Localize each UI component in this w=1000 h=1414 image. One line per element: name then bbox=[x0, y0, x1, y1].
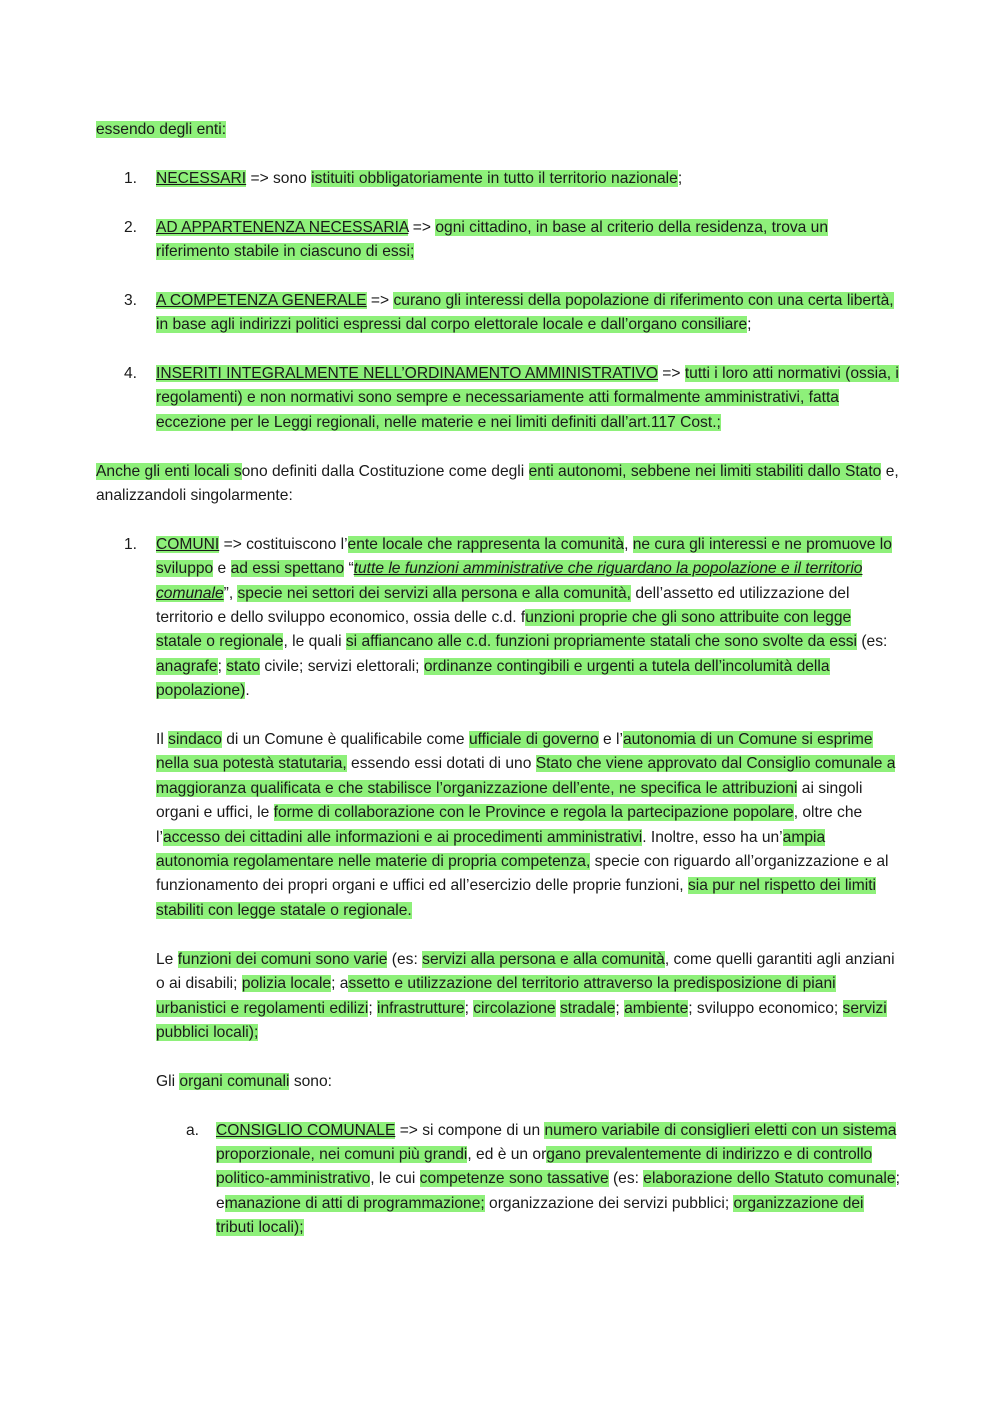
text-run: civile; servizi elettorali; bbox=[260, 657, 424, 675]
quote-highlight: tutte le funzioni amministrative che riguardano la popolazione e il territorio comunale bbox=[156, 560, 863, 602]
highlight: si affiancano alle c.d. funzioni propriamente statali che sono svolte da essi bbox=[345, 633, 858, 651]
highlight: unzioni proprie che gli sono attribuite con legge statale o regionale bbox=[156, 609, 852, 651]
text-run: ; bbox=[368, 999, 378, 1017]
highlight: funzioni dei comuni sono varie bbox=[177, 950, 388, 968]
text-run: ; a bbox=[331, 975, 349, 993]
highlight: Anche gli enti locali s bbox=[96, 462, 242, 480]
enti-locali-paragraph bbox=[96, 460, 900, 509]
text-run: essendo essi dotati di uno bbox=[346, 755, 536, 773]
highlight: gano prevalentemente di indirizzo e di controllo politico-amministrativo bbox=[216, 1145, 873, 1188]
highlight: ad essi spettano bbox=[230, 560, 345, 578]
item-separator: => bbox=[657, 365, 685, 382]
highlight: ne cura gli interessi e ne promuove lo sviluppo bbox=[156, 535, 892, 578]
item-title: AD APPARTENENZA NECESSARIA bbox=[156, 218, 409, 236]
text-run: e l’ bbox=[598, 731, 623, 749]
list-item bbox=[96, 167, 900, 191]
comuni-paragraph-4 bbox=[156, 1070, 900, 1094]
item-text: tutti i loro atti normativi (ossia, i regolamenti) e non normativi sono sempre e necessariamente atti formalmente amministrativi, fatta eccezione per le Leggi regionali, nelle materie e nei limiti definiti dall’art.117 Cost.; bbox=[156, 365, 899, 431]
text-run: e, analizzandoli singolarmente: bbox=[96, 462, 899, 505]
highlight: ampia autonomia regolamentare nelle materie di propria competenza, bbox=[156, 828, 826, 871]
item-title: A COMPETENZA GENERALE bbox=[156, 291, 367, 309]
highlight: Stato che viene approvato dal Consiglio comunale a maggioranza qualificata e che stabilisce l’organizzazione dell’ente, ne specifica le attribuzioni bbox=[156, 755, 896, 797]
text-run: ono definiti dalla Costituzione come degli bbox=[241, 462, 529, 480]
intro-line bbox=[96, 118, 900, 142]
highlight: sindaco bbox=[168, 731, 222, 749]
text-run: (es: bbox=[608, 1170, 644, 1188]
highlight: accesso dei cittadini alle informazioni e ai procedimenti amministrativi bbox=[162, 828, 643, 846]
text-run: dell’assetto ed utilizzazione del territorio e dello sviluppo economico, ossia delle c.d. f bbox=[156, 584, 850, 627]
highlight: sia pur nel rispetto dei limiti stabiliti con legge statale o regionale. bbox=[156, 877, 877, 919]
text-run: , bbox=[624, 535, 633, 553]
item-title: INSERITI INTEGRALMENTE NELL’ORDINAMENTO AMMINISTRATIVO bbox=[156, 365, 658, 382]
item-end: ; bbox=[677, 169, 683, 187]
sub-list-letter: a. bbox=[186, 1121, 200, 1139]
item-text: curano gli interessi della popolazione di riferimento con una certa libertà, in base agli indirizzi politici espressi dal corpo elettorale locale e dall’organo consiliare bbox=[156, 291, 894, 334]
text-run: ; bbox=[615, 999, 625, 1017]
comuni-paragraph-2 bbox=[156, 728, 900, 923]
text-run: ; e bbox=[216, 1170, 900, 1212]
item-separator: => bbox=[366, 291, 394, 309]
list-number: 4. bbox=[124, 365, 138, 382]
list-number: 1. bbox=[124, 169, 138, 187]
item-separator: => bbox=[408, 218, 436, 236]
text-run: ; bbox=[464, 999, 474, 1017]
text-run: (es: bbox=[387, 950, 423, 968]
highlight: ufficiale di governo bbox=[468, 731, 599, 749]
highlight: competenze sono tassative bbox=[419, 1170, 609, 1188]
text-run: ; bbox=[217, 657, 227, 675]
highlight: servizi alla persona e alla comunità bbox=[422, 950, 665, 968]
item-title: CONSIGLIO COMUNALE bbox=[216, 1121, 396, 1139]
text-run: ai singoli organi e uffici, le bbox=[156, 779, 863, 822]
list-item bbox=[96, 362, 900, 435]
comuni-paragraph-1 bbox=[156, 533, 900, 704]
text-run: di un Comune è qualificabile come bbox=[221, 731, 469, 749]
sub-list-item-consiglio bbox=[156, 1119, 900, 1241]
text-run: Il bbox=[156, 731, 169, 749]
text-run: . Inoltre, esso ha un’ bbox=[642, 828, 783, 846]
item-separator: => sono bbox=[246, 169, 312, 187]
highlight: enti autonomi, sebbene nei limiti stabiliti dallo Stato bbox=[528, 462, 882, 480]
text-run: . bbox=[245, 682, 250, 700]
text-run: Le bbox=[156, 950, 178, 968]
highlight: manazione di atti di programmazione; bbox=[224, 1194, 485, 1212]
list-item bbox=[96, 289, 900, 338]
highlight: circolazione bbox=[473, 999, 556, 1017]
list-item bbox=[96, 216, 900, 265]
enti-list bbox=[96, 533, 900, 1241]
highlight: elaborazione dello Statuto comunale bbox=[643, 1170, 896, 1188]
highlight: organi comunali bbox=[179, 1072, 290, 1090]
highlight: autonomia di un Comune si esprime nella sua potestà statutaria, bbox=[156, 731, 873, 773]
highlight: ente locale che rappresenta la comunità bbox=[347, 535, 625, 553]
item-text: istituiti obbligatoriamente in tutto il territorio nazionale bbox=[311, 169, 678, 187]
text-run: “ bbox=[344, 560, 354, 578]
item-end: ; bbox=[747, 316, 752, 334]
characteristics-list bbox=[96, 167, 900, 435]
text-run: , le quali bbox=[283, 633, 346, 651]
list-number: 2. bbox=[124, 218, 138, 236]
highlight: ambiente bbox=[624, 999, 689, 1017]
text-run: ”, bbox=[223, 584, 238, 602]
text-run: sono: bbox=[289, 1072, 332, 1090]
text-run: ; sviluppo economico; bbox=[688, 999, 843, 1017]
text-run: (es: bbox=[857, 633, 888, 651]
text-run: specie con riguardo all’organizzazione e al funzionamento dei propri organi e uffici ed all’esercizio delle proprie funzioni, bbox=[156, 853, 889, 895]
text-run: organizzazione dei servizi pubblici; bbox=[484, 1194, 734, 1212]
text-run: , le cui bbox=[370, 1170, 420, 1188]
document-page bbox=[96, 118, 900, 1241]
highlight: forme di collaborazione con le Province e regola la partecipazione popolare bbox=[273, 804, 794, 822]
text-run: , come quelli garantiti agli anziani o ai disabili; bbox=[156, 950, 895, 993]
highlight: anagrafe bbox=[156, 657, 218, 675]
highlight: stato bbox=[226, 657, 261, 675]
item-title: COMUNI bbox=[156, 535, 220, 553]
comuni-paragraph-3 bbox=[156, 948, 900, 1046]
highlight: servizi pubblici locali); bbox=[156, 999, 887, 1041]
highlight: essendo degli enti: bbox=[96, 121, 227, 138]
list-item-comuni bbox=[96, 533, 900, 1241]
text-run: => si compone di un bbox=[395, 1121, 545, 1139]
text-run: , ed è un or bbox=[467, 1145, 547, 1163]
highlight: infrastrutture bbox=[377, 999, 465, 1017]
highlight: stradale bbox=[559, 999, 616, 1017]
highlight: ordinanze contingibili e urgenti a tutela dell’incolumità della popolazione) bbox=[156, 657, 830, 700]
text-run: => costituiscono l’ bbox=[219, 535, 348, 553]
item-text: ogni cittadino, in base al criterio della residenza, trova un riferimento stabile in ciascuno di essi; bbox=[156, 218, 829, 260]
text-run: e bbox=[213, 560, 231, 578]
item-title: NECESSARI bbox=[156, 169, 247, 187]
list-number: 1. bbox=[124, 535, 138, 553]
highlight: specie nei settori dei servizi alla persona e alla comunità, bbox=[237, 584, 631, 602]
highlight: ssetto e utilizzazione del territorio attraverso la predisposizione di piani urbanistici e regolamenti edilizi bbox=[156, 975, 836, 1017]
highlight: polizia locale bbox=[241, 975, 332, 993]
text-run: Gli bbox=[156, 1072, 180, 1090]
highlight: organizzazione dei tributi locali); bbox=[216, 1194, 864, 1237]
list-number: 3. bbox=[124, 291, 138, 309]
text-run: , oltre che l’ bbox=[156, 804, 863, 846]
highlight: numero variabile di consiglieri eletti con un sistema proporzionale, nei comuni più grandi bbox=[216, 1121, 897, 1163]
